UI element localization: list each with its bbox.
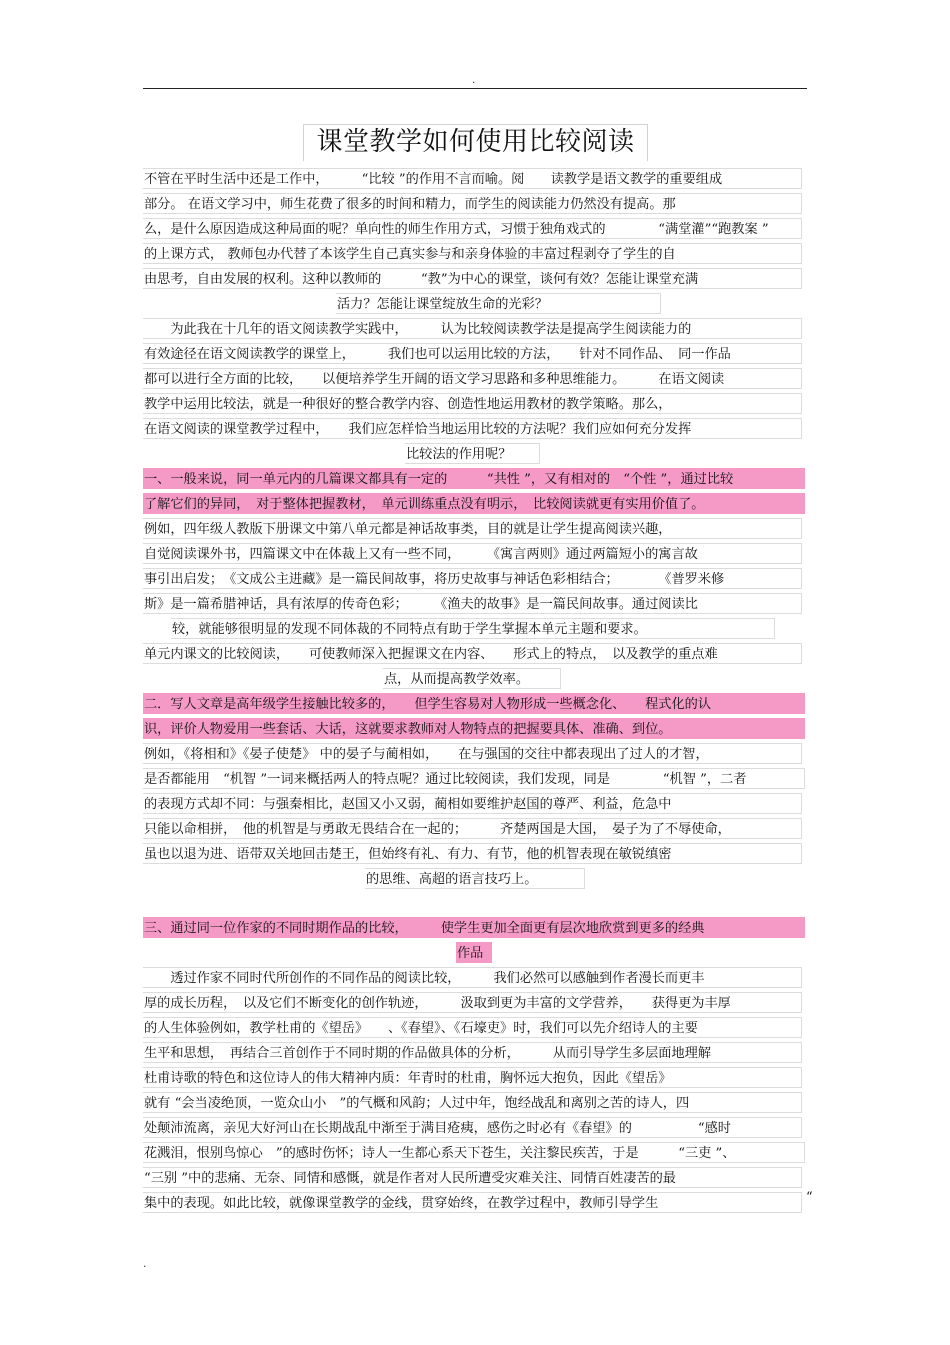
text-line: 例如，四年级人教版下册课文中第八单元都是神话故事类，目的就是让学生提高阅读兴趣， [143, 518, 802, 539]
section-heading: 了解它们的异同， 对于整体把握教材， 单元训练重点没有明示， 比较阅读就更有实用价值了。 [143, 493, 805, 514]
section-heading: 作品 [456, 942, 492, 963]
text-line: 自觉阅读课外书，四篇课文中在体裁上又有一些不同， 《寓言两则》通过两篇短小的寓言故 [143, 543, 802, 564]
text-line: 都可以进行全方面的比较， 以便培养学生开阔的语文学习思路和多种思维能力。 在语文阅读 [143, 368, 802, 389]
text-line: 的上课方式， 教师包办代替了本该学生自己真实参与和亲身体验的丰富过程剥夺了学生的自 [143, 243, 802, 264]
text-line: 集中的表现。如此比较，就像课堂教学的金线，贯穿始终，在教学过程中，教师引导学生 [143, 1192, 802, 1213]
text-line: “三别 ”中的悲痛、无奈、同情和感慨，就是作者对人民所遭受灾难关注、同情百姓凄苦的最 [143, 1167, 802, 1188]
text-line: 么，是什么原因造成这种局面的呢？单向性的师生作用方式，习惯于独角戏式的 “满堂灌”“跑教案 ” [143, 218, 802, 239]
text-line: 杜甫诗歌的特色和这位诗人的伟大精神内质：年青时的杜甫，胸怀远大抱负，因此《望岳》 [143, 1067, 802, 1088]
text-line: 例如，《将相和》《晏子使楚》 中的晏子与蔺相如， 在与强国的交往中都表现出了过人的才智， [143, 743, 802, 764]
header-rule [143, 88, 807, 89]
text-line: 的思维、高超的语言技巧上。 [365, 868, 585, 889]
text-line: 的表现方式却不同：与强秦相比，赵国又小又弱，蔺相如要维护赵国的尊严、利益，危急中 [143, 793, 802, 814]
text-line: 是否都能用 “机智 ”一词来概括两人的特点呢？通过比较阅读，我们发现，同是 “机智 ”，二者 [143, 768, 805, 789]
text-line: 处颠沛流离，亲见大好河山在长期战乱中渐至于满目疮痍，感伤之时必有《春望》的 “感时 [143, 1117, 802, 1138]
text-line: 教学中运用比较法，就是一种很好的整合教学内容、创造性地运用教材的教学策略。那么， [143, 393, 802, 414]
section-heading: 一、一般来说，同一单元内的几篇课文都具有一定的 “共性 ”，又有相对的 “个性 ”，通过比较 [143, 468, 805, 489]
text-line: 为此我在十几年的语文阅读教学实践中， 认为比较阅读教学法是提高学生阅读能力的 [143, 318, 802, 339]
text-line: 较，就能够很明显的发现不同体裁的不同特点有助于学生掌握本单元主题和要求。 [171, 618, 775, 639]
text-line: 花溅泪，恨别鸟惊心 ”的感时伤怀；诗人一生都心系天下苍生，关注黎民疾苦，于是 “三吏 ”、 [143, 1142, 805, 1163]
text-line: 透过作家不同时代所创作的不同作品的阅读比较， 我们必然可以感触到作者漫长而更丰 [143, 967, 802, 988]
document-title: 课堂教学如何使用比较阅读 [303, 124, 648, 161]
text-line: 生平和思想， 再结合三首创作于不同时期的作品做具体的分析， 从而引导学生多层面地理解 [143, 1042, 802, 1063]
text-line: 厚的成长历程， 以及它们不断变化的创作轨迹， 汲取到更为丰富的文学营养， 获得更为丰厚 [143, 992, 802, 1013]
header-dot: . [472, 72, 476, 86]
section-heading: 识，评价人物爱用一些套话、大话，这就要求教师对人物特点的把握要具体、准确、到位。 [143, 718, 805, 739]
section-heading: 二．写人文章是高年级学生接触比较多的， 但学生容易对人物形成一些概念化、 程式化的认 [143, 693, 805, 714]
text-line: 活力？怎能让课堂绽放生命的光彩？ [336, 293, 661, 314]
text-line: 在语文阅读的课堂教学过程中， 我们应怎样恰当地运用比较的方法呢？我们应如何充分发挥 [143, 418, 802, 439]
trailing-quote-mark: “ [806, 1190, 813, 1205]
text-line: 斯》是一篇希腊神话，具有浓厚的传奇色彩； 《渔夫的故事》是一篇民间故事。通过阅读比 [143, 593, 802, 614]
text-line: 有效途径在语文阅读教学的课堂上， 我们也可以运用比较的方法， 针对不同作品、 同一作品 [143, 343, 802, 364]
section-heading: 三、通过同一位作家的不同时期作品的比较， 使学生更加全面更有层次地欣赏到更多的经典 [143, 917, 805, 938]
text-line: 的人生体验例如，教学杜甫的《望岳》 、《春望》、《石壕吏》时，我们可以先介绍诗人的主要 [143, 1017, 802, 1038]
text-line: 比较法的作用呢？ [405, 443, 540, 464]
text-line: 事引出启发； 《文成公主进藏》是一篇民间故事，将历史故事与神话色彩相结合； 《普罗米修 [143, 568, 802, 589]
text-line: 就有 “会当凌绝顶，一览众山小 ”的气概和风韵；人过中年，饱经战乱和离别之苦的诗人，四 [143, 1092, 802, 1113]
text-line: 由思考，自由发展的权利。这种以教师的 “教”为中心的课堂，谈何有效？怎能让课堂充满 [143, 268, 802, 289]
text-line: 不管在平时生活中还是工作中， “比较 ”的作用不言而喻。阅 读教学是语文教学的重要组成 [143, 168, 802, 189]
text-line: 只能以命相拼， 他的机智是与勇敢无畏结合在一起的； 齐楚两国是大国， 晏子为了不辱使命， [143, 818, 802, 839]
text-line: 单元内课文的比较阅读， 可使教师深入把握课文在内容、 形式上的特点， 以及教学的重点难 [143, 643, 802, 664]
text-line: 部分。 在语文学习中，师生花费了很多的时间和精力，而学生的阅读能力仍然没有提高。那 [143, 193, 802, 214]
text-line: 虽也以退为进、语带双关地回击楚王，但始终有礼、有力、有节，他的机智表现在敏锐缜密 [143, 843, 802, 864]
text-line: 点，从而提高教学效率。 [383, 668, 561, 689]
footer-dot: . [143, 1256, 147, 1270]
